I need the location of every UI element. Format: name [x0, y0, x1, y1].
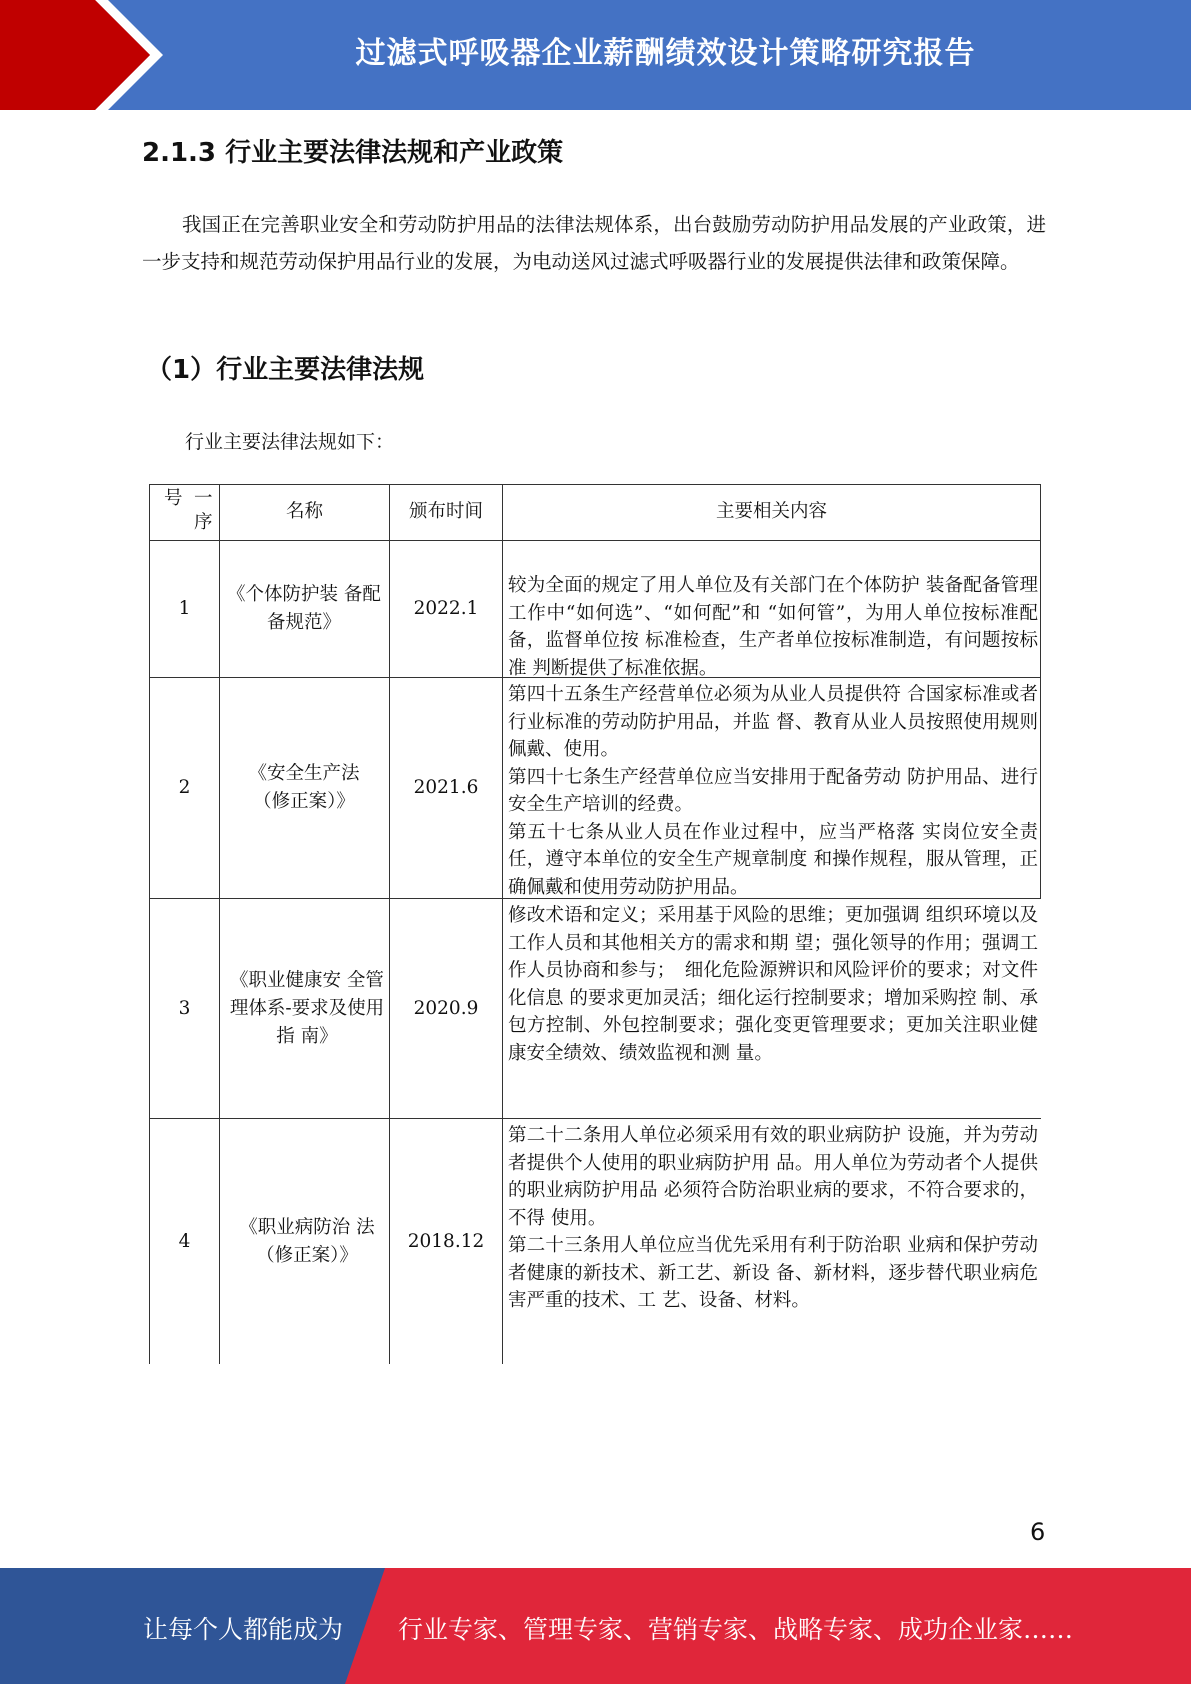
row3-content-p1: 修改术语和定义；采用基于风险的思维；更加强调 组织环境以及工作人员和其他相关方的需求和期 望；强化领导的作用；强调工作人员协商和参与； 细化危险源辨识和风险评价的要求；对文件化信息 的要求更加灵活；细化运行控制要求；增加采购控 制、承包方控制、外包控制要求；强化变更管理要求；更加关注职业健康安全绩效、绩效监视和测 量。 [508, 905, 1038, 1064]
subsection-heading: （1）行业主要法律法规 [146, 355, 425, 385]
row2-content-p1: 第四十五条生产经营单位必须为从业人员提供符 合国家标准或者行业标准的劳动防护用品，并监 督、教育从业人员按照使用规则佩戴、使用。 [508, 684, 1038, 760]
row2-no: 2 [178, 777, 191, 798]
table-intro: 行业主要法律法规如下： [185, 431, 395, 453]
page-number: 6 [1030, 1518, 1046, 1546]
row4-content [504, 1120, 1040, 1315]
report-title: 过滤式呼吸器企业薪酬绩效设计策略研究报告 [355, 36, 976, 71]
laws-table [149, 484, 1041, 1364]
header-seq-b: 一 [194, 488, 213, 509]
row2-date: 2021.6 [413, 777, 479, 798]
row1-no: 1 [178, 598, 191, 619]
row3-no: 3 [178, 997, 191, 1019]
header-seq [150, 484, 219, 540]
row4-name: 《职业病防治 法（修正案）》 [239, 1216, 375, 1266]
row1-name: 《个体防护装 备配备规范》 [227, 584, 381, 633]
header-name: 名称 [285, 501, 323, 522]
row1-content-p1: 较为全面的规定了用人单位及有关部门在个体防护 装备配备管理工作中“如何选”、“如何配”和 “如何管”，为用人单位按标准配备，监督单位按 标准检查，生产者单位按标准制造，有问题按标准 判断提供了标准依据。 [508, 575, 1038, 679]
header-seq-c: 序 [194, 512, 213, 533]
row3-date: 2020.9 [413, 997, 479, 1019]
row2-name: 《安全生产法（修正案）》 [248, 763, 360, 812]
page-header [0, 0, 1191, 110]
footer-slogan-left: 让每个人都能成为 [143, 1615, 344, 1644]
row4-date: 2018.12 [407, 1230, 485, 1252]
header-content: 主要相关内容 [715, 501, 827, 522]
header-date: 颁布时间 [408, 501, 483, 522]
row1-content [504, 570, 1040, 682]
section-paragraph: 我国正在完善职业安全和劳动防护用品的法律法规体系，出台鼓励劳动防护用品发展的产业政策，进一步支持和规范劳动保护用品行业的发展，为电动送风过滤式呼吸器行业的发展提供法律和政策保障。 [142, 213, 1046, 273]
row1-date: 2022.1 [413, 598, 479, 619]
row3-content [504, 900, 1040, 1067]
row4-content-p2: 第二十三条用人单位应当优先采用有利于防治职 业病和保护劳动者健康的新技术、新工艺、新设 备、新材料，逐步替代职业病危害严重的技术、工 艺、设备、材料。 [508, 1235, 1038, 1311]
section-heading: 2.1.3 行业主要法律法规和产业政策 [142, 138, 564, 168]
footer-slogan-right: 行业专家、管理专家、营销专家、战略专家、成功企业家…… [398, 1615, 1074, 1644]
row4-no: 4 [178, 1230, 191, 1252]
row4-content-p1: 第二十二条用人单位必须采用有效的职业病防护 设施，并为劳动者提供个人使用的职业病防护用 品。用人单位为劳动者个人提供的职业病防护用品 必须符合防治职业病的要求，不符合要求的，不得 使用。 [508, 1125, 1038, 1229]
row3-name: 《职业健康安 全管理体系-要求及使用指 南》 [229, 969, 385, 1047]
row2-content [504, 679, 1040, 901]
page-footer [0, 1568, 1191, 1684]
header-seq-a: 号 [164, 488, 183, 509]
row2-content-p3: 第五十七条从业人员在作业过程中，应当严格落 实岗位安全责任，遵守本单位的安全生产规章制度 和操作规程，服从管理，正确佩戴和使用劳动防护用品。 [508, 821, 1038, 898]
row2-content-p2: 第四十七条生产经营单位应当安排用于配备劳动 防护用品、进行安全生产培训的经费。 [508, 766, 1038, 815]
